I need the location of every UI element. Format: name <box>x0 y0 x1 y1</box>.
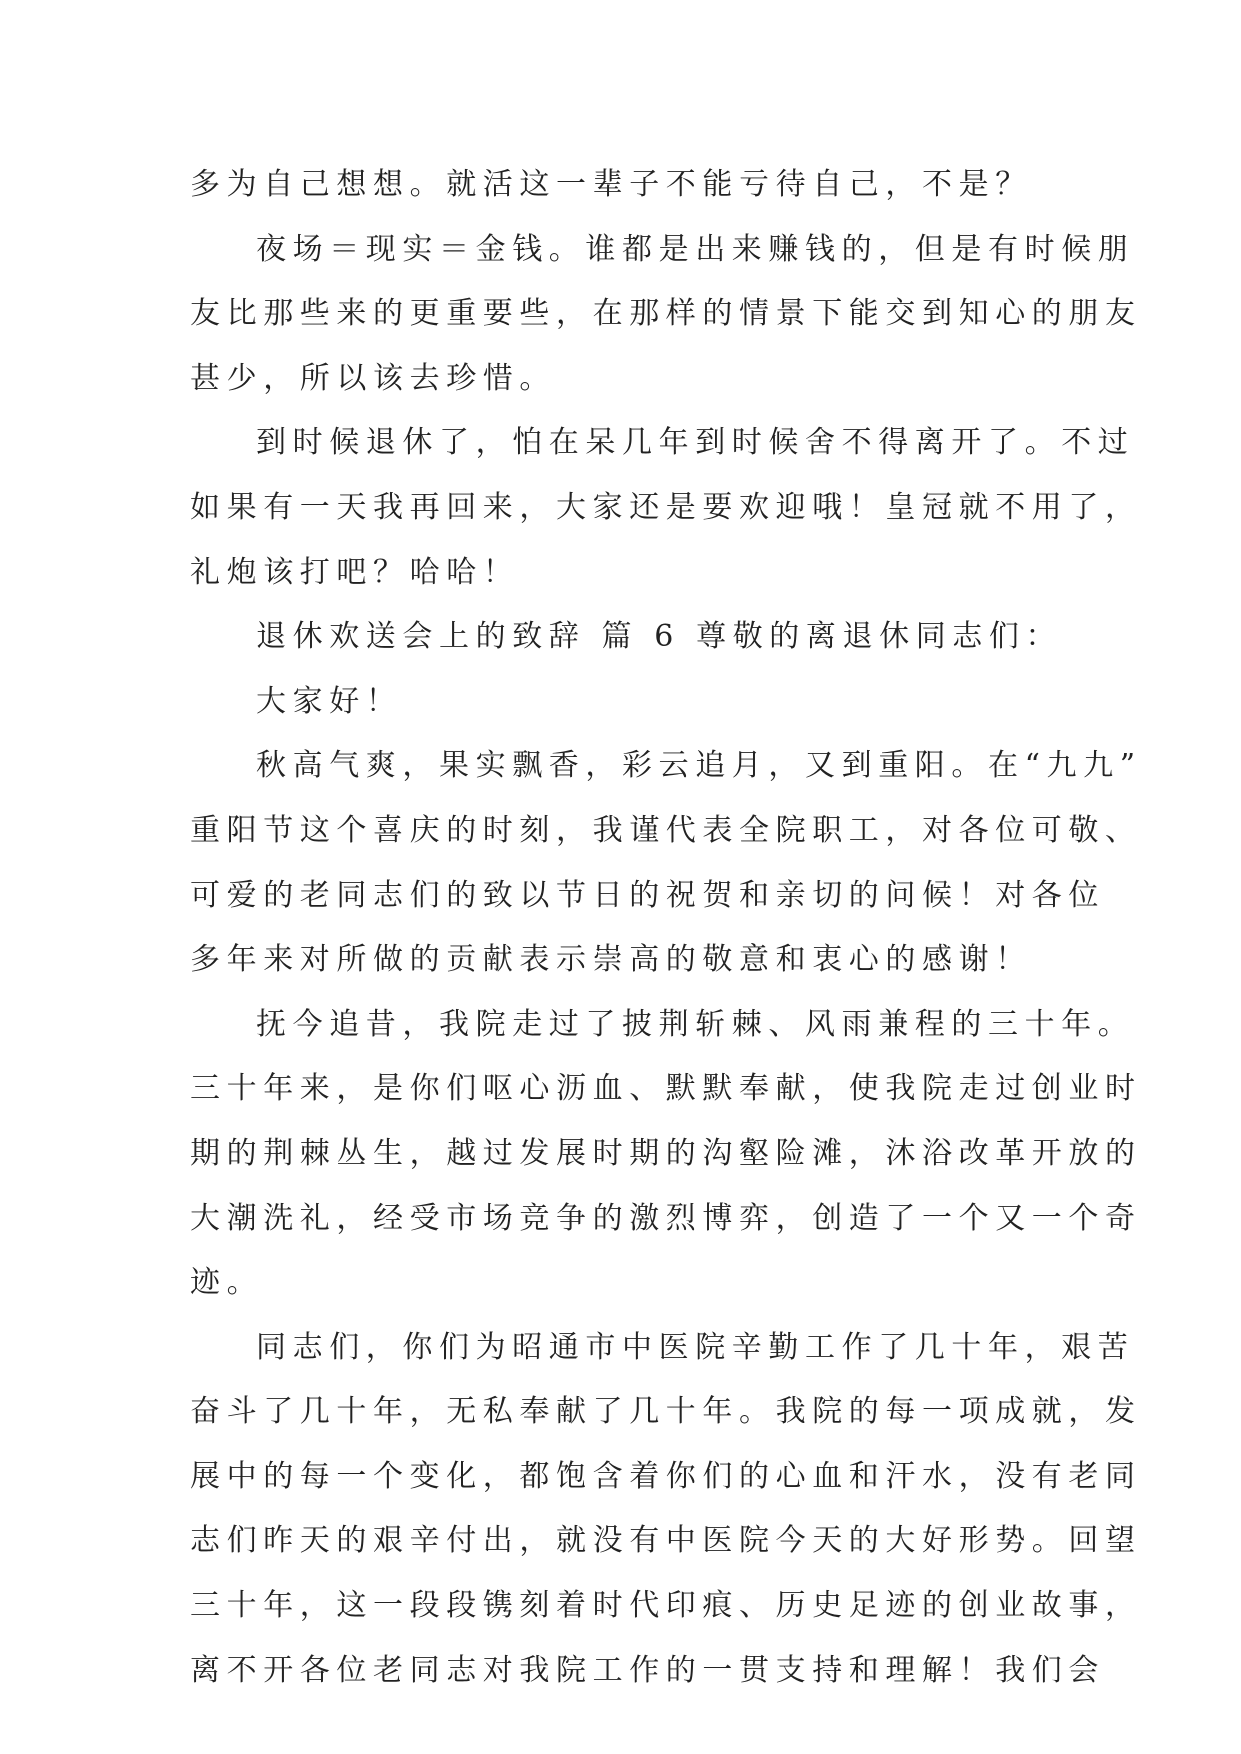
text-line: 三十年来，是你们呕心沥血、默默奉献，使我院走过创业时 <box>190 1071 1142 1107</box>
text-line: 奋斗了几十年，无私奉献了几十年。我院的每一项成就，发 <box>190 1394 1142 1430</box>
text-line: 退休欢送会上的致辞 篇 6 尊敬的离退休同志们： <box>256 619 1063 655</box>
text-line: 迹。 <box>190 1265 264 1301</box>
text-line: 秋高气爽，果实飘香，彩云追月，又到重阳。在“九九” <box>256 748 1142 784</box>
text-line: 期的荆棘丛生，越过发展时期的沟壑险滩，沐浴改革开放的 <box>190 1135 1142 1171</box>
text-line: 可爱的老同志们的致以节日的祝贺和亲切的问候！对各位 <box>190 877 1105 913</box>
text-line: 友比那些来的更重要些，在那样的情景下能交到知心的朋友 <box>190 296 1142 332</box>
text-line: 志们昨天的艰辛付出，就没有中医院今天的大好形势。回望 <box>190 1523 1142 1559</box>
text-line: 夜场＝现实＝金钱。谁都是出来赚钱的，但是有时候朋 <box>256 231 1135 267</box>
text-line: 同志们，你们为昭通市中医院辛勤工作了几十年，艰苦 <box>256 1329 1135 1365</box>
text-line: 到时候退休了，怕在呆几年到时候舍不得离开了。不过 <box>256 425 1135 461</box>
text-line: 礼炮该打吧？哈哈！ <box>190 554 520 590</box>
text-line: 离不开各位老同志对我院工作的一贯支持和理解！我们会 <box>190 1652 1105 1688</box>
text-line: 抚今追昔，我院走过了披荆斩棘、风雨兼程的三十年。 <box>256 1006 1135 1042</box>
text-line: 展中的每一个变化，都饱含着你们的心血和汗水，没有老同 <box>190 1458 1142 1494</box>
text-line: 三十年，这一段段镌刻着时代印痕、历史足迹的创业故事， <box>190 1588 1142 1624</box>
text-line: 大潮洗礼，经受市场竞争的激烈博弈，创造了一个又一个奇 <box>190 1200 1142 1236</box>
text-line: 甚少，所以该去珍惜。 <box>190 360 556 396</box>
text-line: 重阳节这个喜庆的时刻，我谨代表全院职工，对各位可敬、 <box>190 812 1142 848</box>
text-line: 多为自己想想。就活这一辈子不能亏待自己，不是？ <box>190 167 1032 202</box>
text-line: 大家好！ <box>256 683 403 719</box>
text-line: 如果有一天我再回来，大家还是要欢迎哦！皇冠就不用了， <box>190 489 1142 525</box>
document-body <box>190 160 1142 1710</box>
text-line: 多年来对所做的贡献表示崇高的敬意和衷心的感谢！ <box>190 942 1032 978</box>
